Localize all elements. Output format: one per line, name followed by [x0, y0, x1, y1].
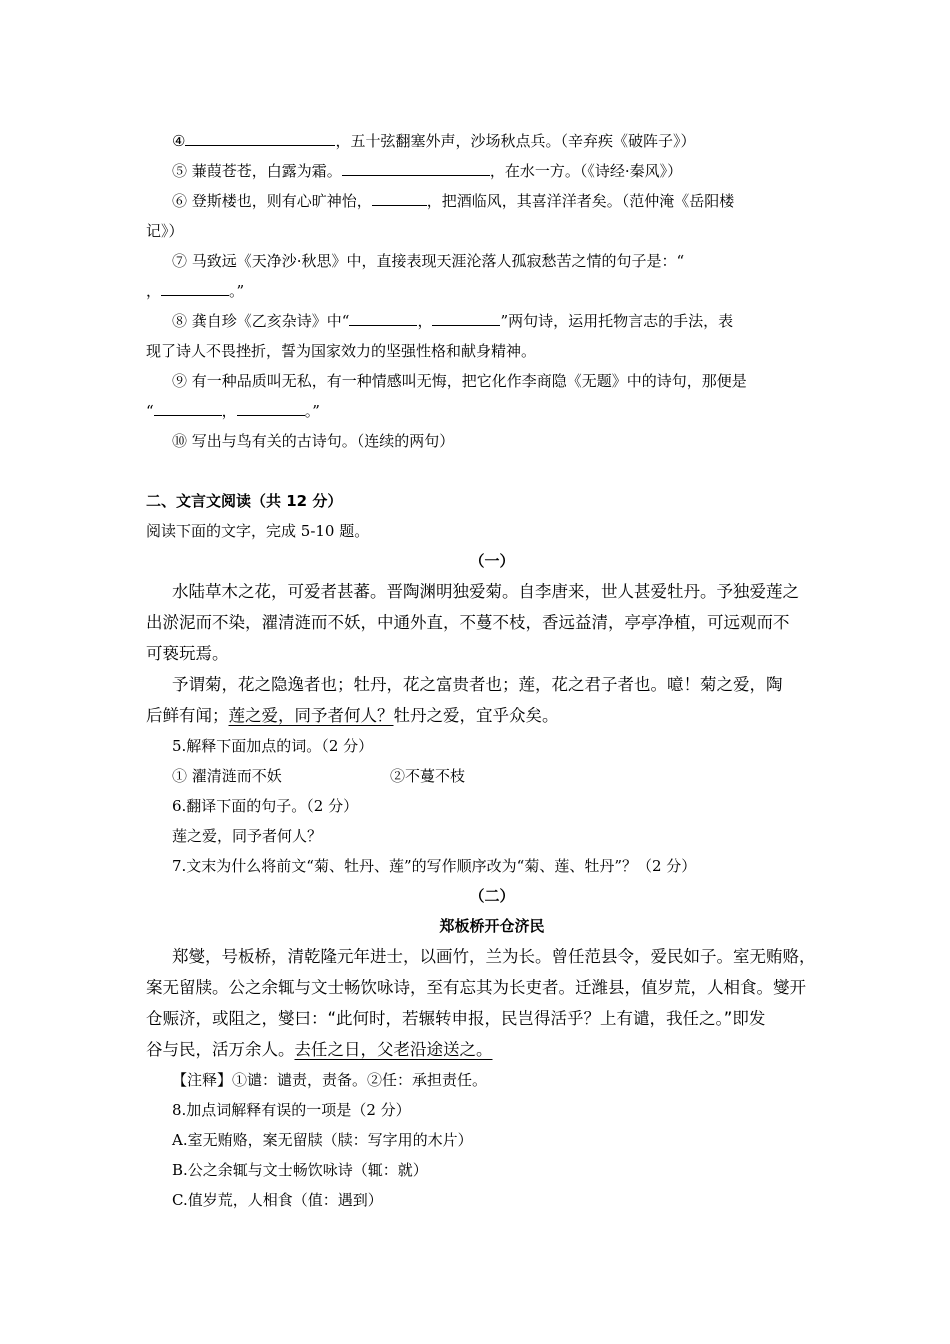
section2-instruction: 阅读下面的文字，完成 5-10 题。: [146, 522, 370, 540]
part1-underlined-sentence: 莲之爱，同予者何人？: [228, 706, 394, 725]
spacer: [172, 456, 812, 486]
q7-answer-blank[interactable]: [161, 278, 229, 296]
q8-answer-blank-2[interactable]: [432, 308, 500, 326]
q8-answer-blank-1[interactable]: [349, 308, 417, 326]
q8-mid: ，: [417, 312, 433, 330]
annotation-note: 【注释】①谴：谴责，责备。②任：承担责任。: [172, 1071, 488, 1089]
q9-answer-blank-2[interactable]: [237, 398, 305, 416]
question-5-items: [172, 761, 812, 791]
q6-pre: ⑥ 登斯楼也，则有心旷神怡，: [172, 192, 372, 210]
poem-q4: [172, 126, 812, 156]
q7-line2-post: 。”: [229, 282, 245, 300]
question-8: 8.加点词解释有误的一项是（2 分）: [172, 1101, 411, 1119]
section2-title: 二、文言文阅读（共 12 分）: [146, 492, 343, 510]
q6-answer-blank[interactable]: [372, 188, 427, 206]
question-8-option-b: B.公之余辄与文士畅饮咏诗（辄：就）: [172, 1161, 428, 1179]
part1-para2-post: 牡丹之爱，宜乎众矣。: [393, 706, 559, 725]
part1-para2-pre: 后鲜有闻；: [146, 706, 229, 725]
part2-underlined-sentence: 去任之日，父老沿途送之。: [294, 1040, 493, 1059]
part2-line2: 案无留牍。公之余辄与文士畅饮咏诗，至有忘其为长吏者。迁潍县，值岁荒，人相食。燮开: [146, 978, 806, 997]
poem-q10: [172, 426, 812, 456]
part1-para2-line2: [146, 700, 812, 731]
poem-q5: [172, 156, 812, 186]
poem-q8-line1: [172, 306, 812, 336]
q7-line1: ⑦ 马致远《天净沙·秋思》中，直接表现天涯沦落人孤寂愁苦之情的句子是：“: [172, 252, 685, 270]
part1-para1-line2: 出淤泥而不染，濯清涟而不妖，中通外直，不蔓不枝，香远益清，亭亭净植，可远观而不: [146, 613, 790, 632]
part1-para2-line1: 予谓菊，花之隐逸者也；牡丹，花之富贵者也；莲，花之君子者也。噫！菊之爱，陶: [172, 675, 783, 694]
poem-q8-line2: [146, 336, 812, 366]
part1-para1-line3: 可亵玩焉。: [146, 644, 229, 663]
part2-last-pre: 谷与民，活万余人。: [146, 1040, 295, 1059]
question-8-option-c: C.值岁荒，人相食（值：遇到）: [172, 1191, 383, 1209]
part2-title: 郑板桥开仓济民: [439, 917, 545, 935]
q5-item-b: ②不蔓不枝: [390, 767, 466, 785]
question-8-option-a: A.室无贿赂，案无留牍（牍：写字用的木片）: [172, 1131, 473, 1149]
q5-post: ，在水一方。（《诗经·秦风》）: [489, 162, 683, 180]
question-6: 6.翻译下面的句子。（2 分）: [172, 797, 359, 815]
q9-answer-blank-1[interactable]: [154, 398, 222, 416]
poem-q6-line2: [146, 216, 812, 246]
q6-post: ，把酒临风，其喜洋洋者矣。（范仲淹《岳阳楼: [426, 192, 735, 210]
part2-line4: [146, 1034, 812, 1065]
question-7: 7.文末为什么将前文“菊、牡丹、莲”的写作顺序改为“菊、莲、牡丹”？（2 分）: [172, 857, 697, 875]
q8-pre: ⑧ 龚自珍《乙亥杂诗》中“: [172, 312, 350, 330]
q4-answer-blank[interactable]: [185, 128, 335, 146]
q8-line2: 现了诗人不畏挫折，誓为国家效力的坚强性格和献身精神。: [146, 342, 537, 360]
poem-q7-line1: [172, 246, 812, 276]
q9-line2-pre: “: [146, 402, 154, 420]
q6-line2: 记》）: [146, 222, 184, 240]
part1-passage: [146, 576, 812, 731]
part2-passage: [146, 941, 816, 1065]
q9-line2-post: 。”: [304, 402, 320, 420]
q9-line2-mid: ，: [221, 402, 237, 420]
part2-line3: 仓赈济，或阻之，燮曰：“此何时，若辗转申报，民岂得活乎？上有谴，我任之。”即发: [146, 1009, 766, 1028]
q7-line2-pre: ，: [146, 282, 162, 300]
question-6-sentence: 莲之爱，同予者何人？: [172, 827, 323, 845]
part1-label: （一）: [469, 552, 515, 570]
question-5: 5.解释下面加点的词。（2 分）: [172, 737, 374, 755]
q5-item-a: ① 濯清涟而不妖: [172, 767, 282, 785]
q10-text: ⑩ 写出与鸟有关的古诗句。（连续的两句）: [172, 432, 455, 450]
poem-q9-line1: [172, 366, 812, 396]
poem-q6-line1: [172, 186, 812, 216]
q5-number: ⑤: [172, 162, 188, 180]
q5-pre: 蒹葭苍苍，白露为霜。: [191, 162, 342, 180]
poem-q9-line2: [146, 396, 812, 426]
part1-para1-line1: 水陆草木之花，可爱者甚蕃。晋陶渊明独爱菊。自李唐来，世人甚爱牡丹。予独爱莲之: [172, 582, 799, 601]
part2-label: （二）: [469, 887, 515, 905]
q5-answer-blank[interactable]: [342, 158, 490, 176]
poem-q7-line2: [146, 276, 812, 306]
q9-line1: ⑨ 有一种品质叫无私，有一种情感叫无悔，把它化作李商隐《无题》中的诗句，那便是: [172, 372, 747, 390]
q8-post: ”两句诗，运用托物言志的手法，表: [500, 312, 734, 330]
part2-line1: 郑燮，号板桥，清乾隆元年进士，以画竹，兰为长。曾任范县令，爱民如子。室无贿赂，: [172, 947, 816, 966]
q4-number: ④: [172, 132, 186, 150]
q4-text: ，五十弦翻塞外声，沙场秋点兵。（辛弃疾《破阵子》）: [335, 132, 696, 150]
exam-page: [146, 126, 816, 1215]
